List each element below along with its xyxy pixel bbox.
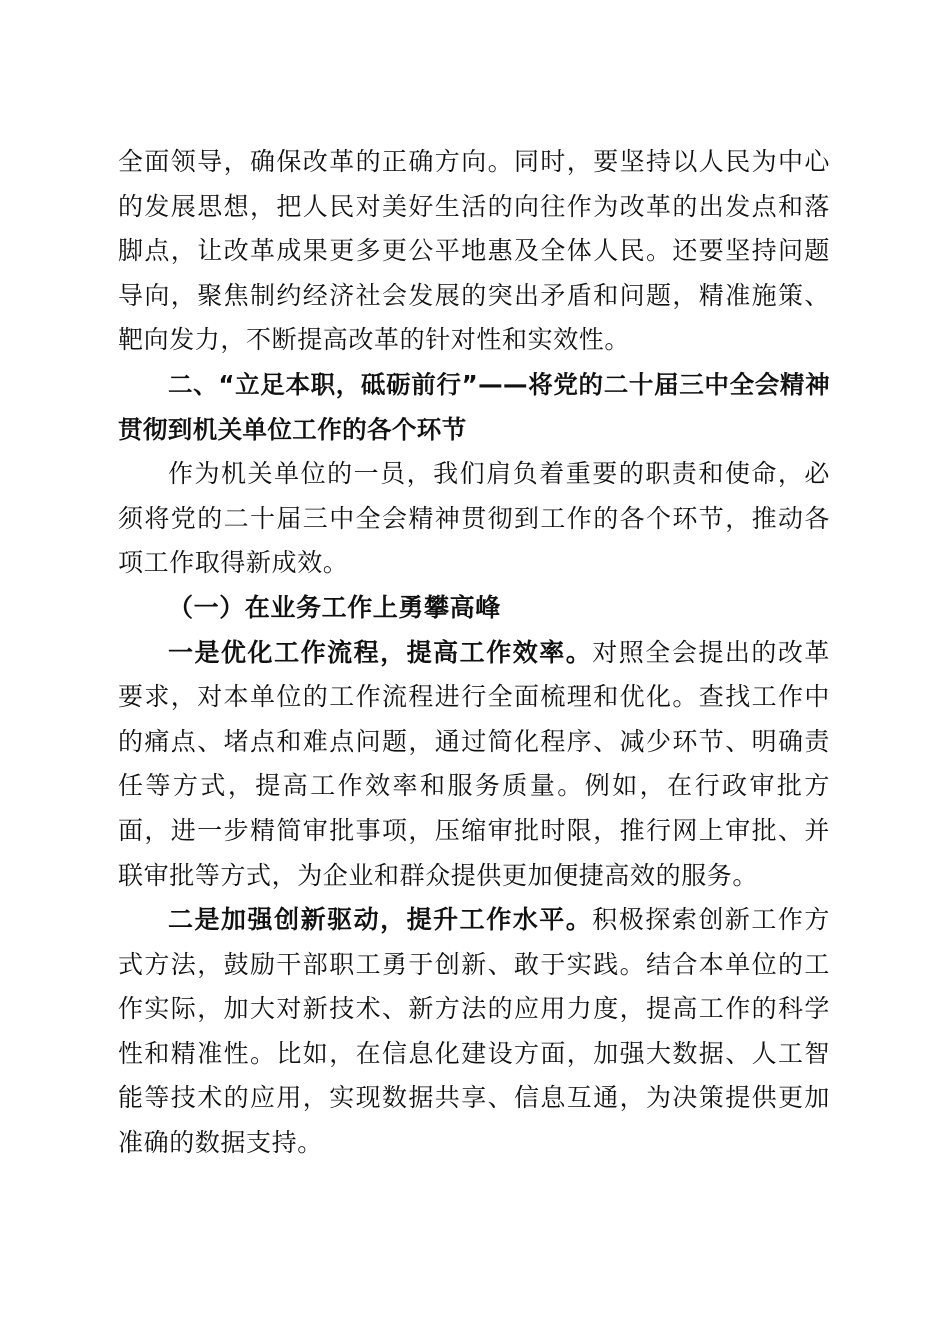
point-body-2: 积极探索创新工作方式方法，鼓励干部职工勇于创新、敢于实践。结合本单位的工作实际，加大对新技术、新方法的应用力度，提高工作的科学性和精准性。比如，在信息化建设方面，加强大数据、人工智能等技术的应用，实现数据共享、信息互通，为决策提供更加准确的数据支持。 bbox=[118, 905, 830, 1158]
point-paragraph-1 bbox=[118, 631, 830, 899]
body-paragraph: 作为机关单位的一员，我们肩负着重要的职责和使命，必须将党的二十届三中全会精神贯彻到工作的各个环节，推动各项工作取得新成效。 bbox=[118, 459, 830, 578]
point-lead-1: 一是优化工作流程，提高工作效率。 bbox=[168, 637, 593, 667]
document-page bbox=[118, 140, 830, 1166]
point-lead-2: 二是加强创新驱动，提升工作水平。 bbox=[168, 905, 593, 935]
body-paragraph-continuation: 全面领导，确保改革的正确方向。同时，要坚持以人民为中心的发展思想，把人民对美好生活的向往作为改革的出发点和落脚点，让改革成果更多更公平地惠及全体人民。还要坚持问题导向，聚焦制约经济社会发展的突出矛盾和问题，精准施策、靶向发力，不断提高改革的针对性和实效性。 bbox=[118, 147, 830, 355]
point-paragraph-2 bbox=[118, 898, 830, 1166]
point-body-1: 对照全会提出的改革要求，对本单位的工作流程进行全面梳理和优化。查找工作中的痛点、堵点和难点问题，通过简化程序、减少环节、明确责任等方式，提高工作效率和服务质量。例如，在行政审批方面，进一步精简审批事项，压缩审批时限，推行网上审批、并联审批等方式，为企业和群众提供更加便捷高效的服务。 bbox=[118, 637, 830, 890]
section-heading: 二、“立足本职，砥砺前行”——将党的二十届三中全会精神贯彻到机关单位工作的各个环节 bbox=[118, 369, 830, 444]
subsection-heading: （一）在业务工作上勇攀高峰 bbox=[168, 592, 501, 622]
